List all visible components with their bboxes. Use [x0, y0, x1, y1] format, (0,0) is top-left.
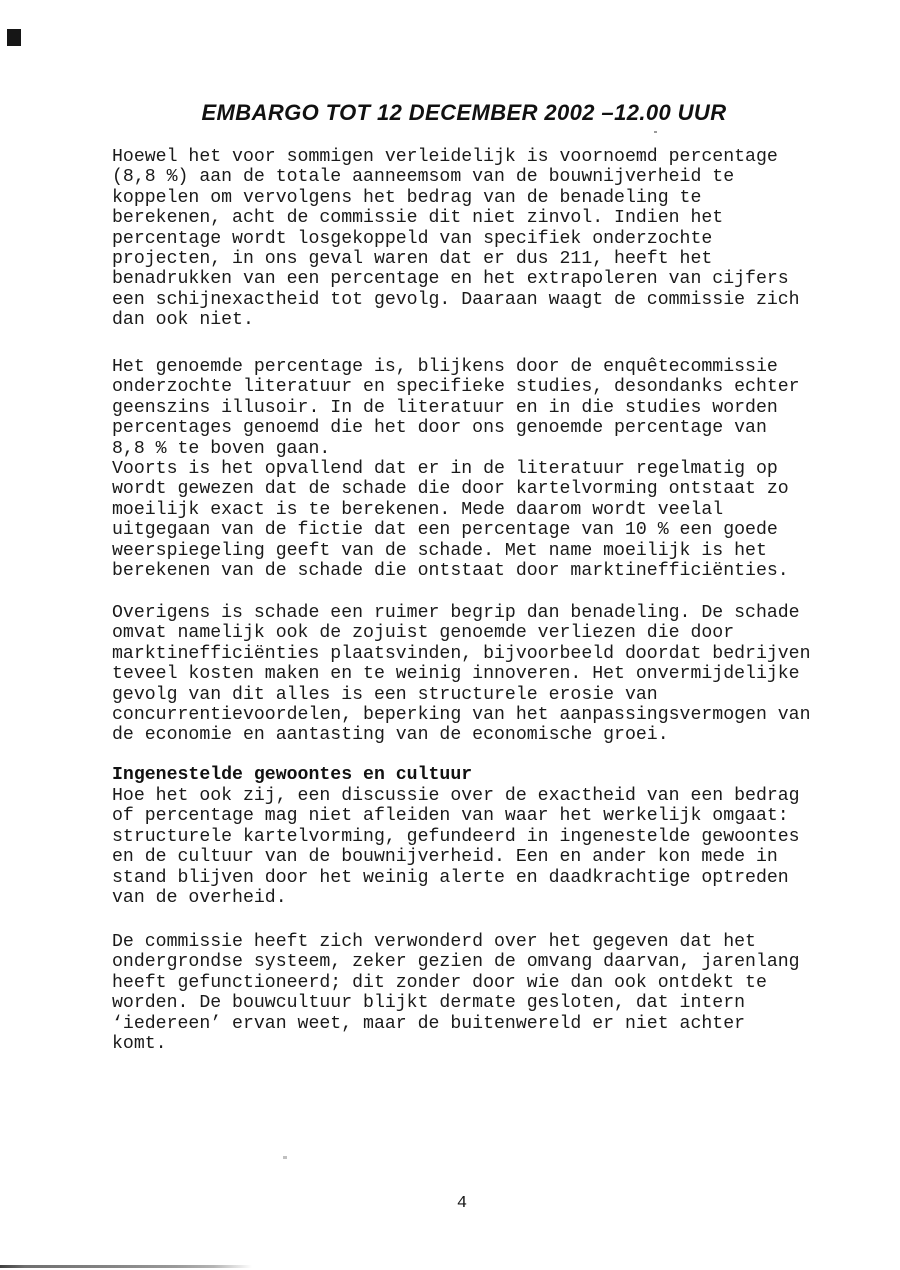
paragraph-1: Hoewel het voor sommigen verleidelijk is voornoemd percentage (8,8 %) aan de totale aanneemsom van de bouwnijverheid te koppelen om vervolgens het bedrag van de benadeling te berekenen, acht de commissie dit niet zinvol. Indien het percentage wordt losgekoppeld van specifiek onderzochte projecten, in ons geval waren dat er dus 211, heeft het benadrukken van een percentage en het extrapoleren van cijfers een schijnexactheid tot gevolg. Daaraan waagt de commissie zich dan ook niet. [112, 147, 800, 331]
document-title: EMBARGO TOT 12 DECEMBER 2002 –12.00 UUR [201, 100, 727, 125]
scan-line-bottom [0, 1265, 252, 1268]
paragraph-2: Het genoemde percentage is, blijkens door de enquêtecommissie onderzochte literatuur en specifieke studies, desondanks echter geenszins illusoir. In de literatuur en in die studies worden percentages genoemd die het door ons genoemde percentage van 8,8 % te boven gaan. Voorts is het opvallend dat er in de literatuur regelmatig op wordt gewezen dat de schade die door kartelvorming ontstaat zo moeilijk exact is te berekenen. Mede daarom wordt veelal uitgegaan van de fictie dat een percentage van 10 % een goede weerspiegeling geeft van de schade. Met name moeilijk is het berekenen van de schade die ontstaat door marktinefficiënties. [112, 357, 800, 582]
paragraph-5: De commissie heeft zich verwonderd over het gegeven dat het ondergrondse systeem, zeker gezien de omvang daarvan, jarenlang heeft gefunctioneerd; dit zonder door wie dan ook ontdekt te worden. De bouwcultuur blijkt dermate gesloten, dat intern ‘iedereen’ ervan weet, maar de buitenwereld er niet achter komt. [112, 932, 800, 1055]
page-number: 4 [456, 1194, 468, 1213]
paragraph-3: Overigens is schade een ruimer begrip dan benadeling. De schade omvat namelijk ook de zojuist genoemde verliezen die door marktinefficiënties plaatsvinden, bijvoorbeeld doordat bedrijven teveel kosten maken en te weinig innoveren. Het onvermijdelijke gevolg van dit alles is een structurele erosie van concurrentievoordelen, beperking van het aanpassingsvermogen van de economie en aantasting van de economische groei. [112, 603, 811, 746]
scan-mark-top-left [7, 29, 21, 46]
paragraph-4: Hoe het ook zij, een discussie over de exactheid van een bedrag of percentage mag niet afleiden van waar het werkelijk omgaat: structurele kartelvorming, gefundeerd in ingenestelde gewoontes en de cultuur van de bouwnijverheid. Een en ander kon mede in stand blijven door het weinig alerte en daadkrachtige optreden van de overheid. [112, 786, 800, 909]
scan-artifact-dot [654, 131, 657, 133]
section-heading-ingenestelde-gewoontes: Ingenestelde gewoontes en cultuur [112, 765, 473, 785]
scan-artifact-speck [283, 1156, 287, 1159]
